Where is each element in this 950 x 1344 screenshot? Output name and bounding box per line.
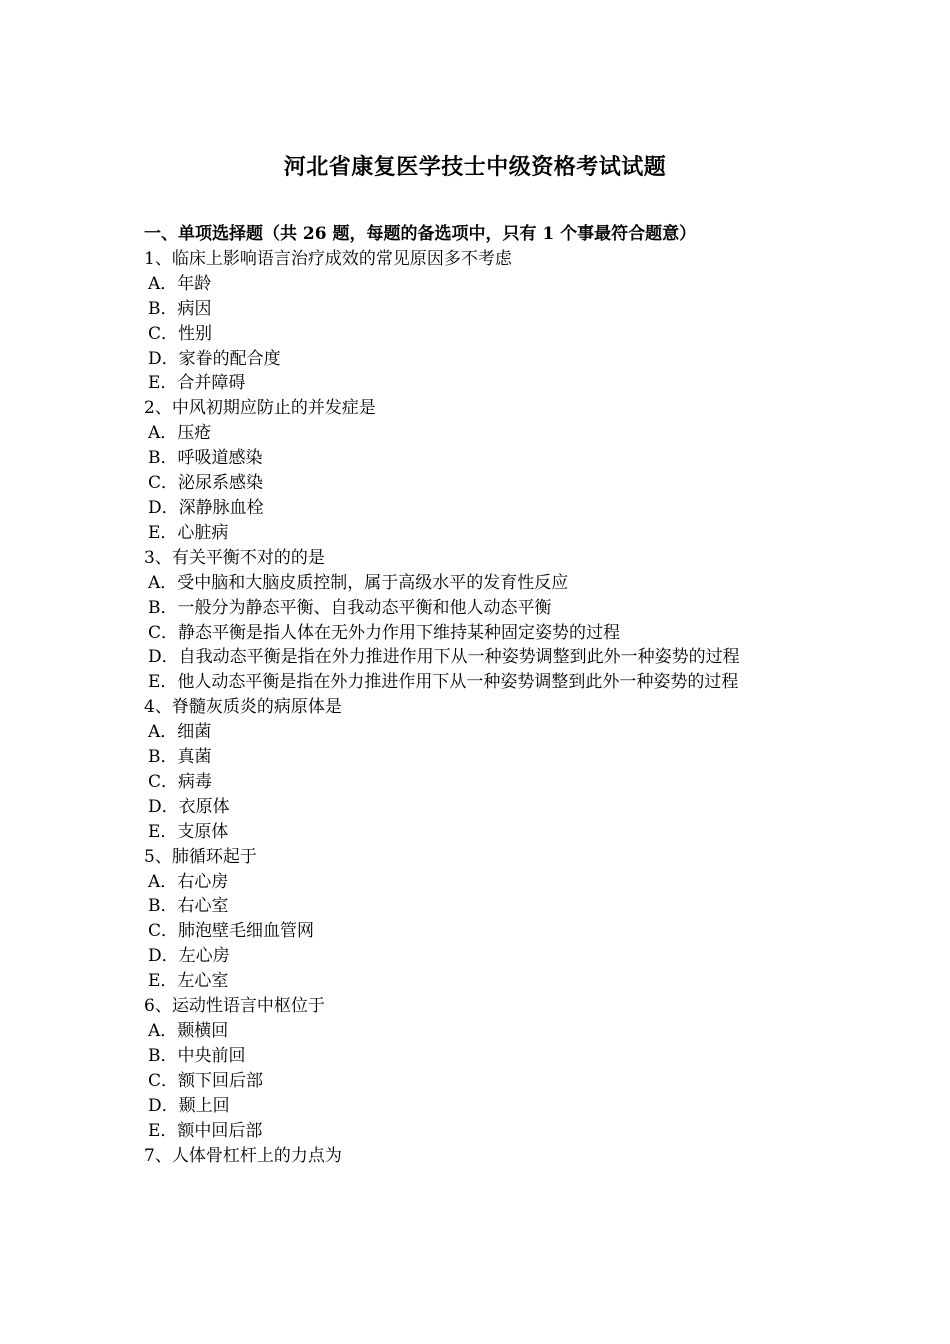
answer-option: A．压疮 — [148, 423, 212, 444]
question-stem: 7、人体骨杠杆上的力点为 — [144, 1145, 342, 1166]
answer-option: C．性别 — [148, 323, 213, 344]
answer-option: C．泌尿系感染 — [148, 473, 264, 494]
answer-option: E．支原体 — [148, 821, 229, 842]
answer-option: B．中央前回 — [148, 1045, 246, 1066]
answer-option: E．合并障碍 — [148, 373, 246, 394]
answer-option: D．左心房 — [148, 946, 230, 967]
answer-option: B．真菌 — [148, 747, 212, 768]
answer-option: E．他人动态平衡是指在外力推进作用下从一种姿势调整到此外一种姿势的过程 — [148, 672, 739, 693]
question-stem: 1、临床上影响语言治疗成效的常见原因多不考虑 — [144, 248, 512, 269]
question-block — [144, 1144, 810, 1169]
answer-option: B．呼吸道感染 — [148, 448, 263, 469]
answer-option: C．病毒 — [148, 771, 213, 792]
answer-option: D．自我动态平衡是指在外力推进作用下从一种姿势调整到此外一种姿势的过程 — [148, 647, 740, 668]
question-block — [144, 546, 810, 695]
answer-option: D．深静脉血栓 — [148, 497, 264, 518]
answer-option: E．心脏病 — [148, 522, 229, 543]
answer-option: C．肺泡壁毛细血管网 — [148, 921, 315, 942]
answer-option: D．衣原体 — [148, 796, 230, 817]
question-block — [144, 695, 810, 844]
question-stem: 2、中风初期应防止的并发症是 — [144, 398, 376, 419]
answer-option: D．家眷的配合度 — [148, 348, 281, 369]
question-block — [144, 247, 810, 396]
answer-option: B．病因 — [148, 298, 212, 319]
answer-option: A．右心房 — [148, 871, 229, 892]
answer-option: A．颞横回 — [148, 1021, 229, 1041]
answer-option: C．静态平衡是指人体在无外力作用下维持某种固定姿势的过程 — [148, 622, 621, 643]
answer-option: B．右心室 — [148, 896, 229, 917]
question-list — [144, 247, 810, 1169]
answer-option: E．额中回后部 — [148, 1120, 263, 1141]
question-stem: 3、有关平衡不对的的是 — [144, 547, 325, 568]
answer-option: D．颞上回 — [148, 1095, 230, 1116]
section-heading: 一、单项选择题（共 26 题，每题的备选项中，只有 1 个事最符合题意） — [144, 224, 697, 244]
question-stem: 4、脊髓灰质炎的病原体是 — [144, 697, 342, 718]
answer-option: B．一般分为静态平衡、自我动态平衡和他人动态平衡 — [148, 597, 552, 618]
question-stem: 6、运动性语言中枢位于 — [144, 996, 325, 1017]
answer-option: A．年龄 — [148, 273, 212, 294]
exam-content — [144, 222, 810, 1168]
question-stem: 5、肺循环起于 — [144, 846, 257, 867]
answer-option: E．左心室 — [148, 971, 229, 992]
answer-option: C．额下回后部 — [148, 1070, 264, 1091]
question-block — [144, 845, 810, 994]
question-block — [144, 994, 810, 1143]
document-title: 河北省康复医学技士中级资格考试试题 — [283, 154, 667, 180]
question-block — [144, 396, 810, 545]
answer-option: A．细菌 — [148, 722, 212, 743]
answer-option: A．受中脑和大脑皮质控制，属于高级水平的发育性反应 — [148, 572, 569, 593]
